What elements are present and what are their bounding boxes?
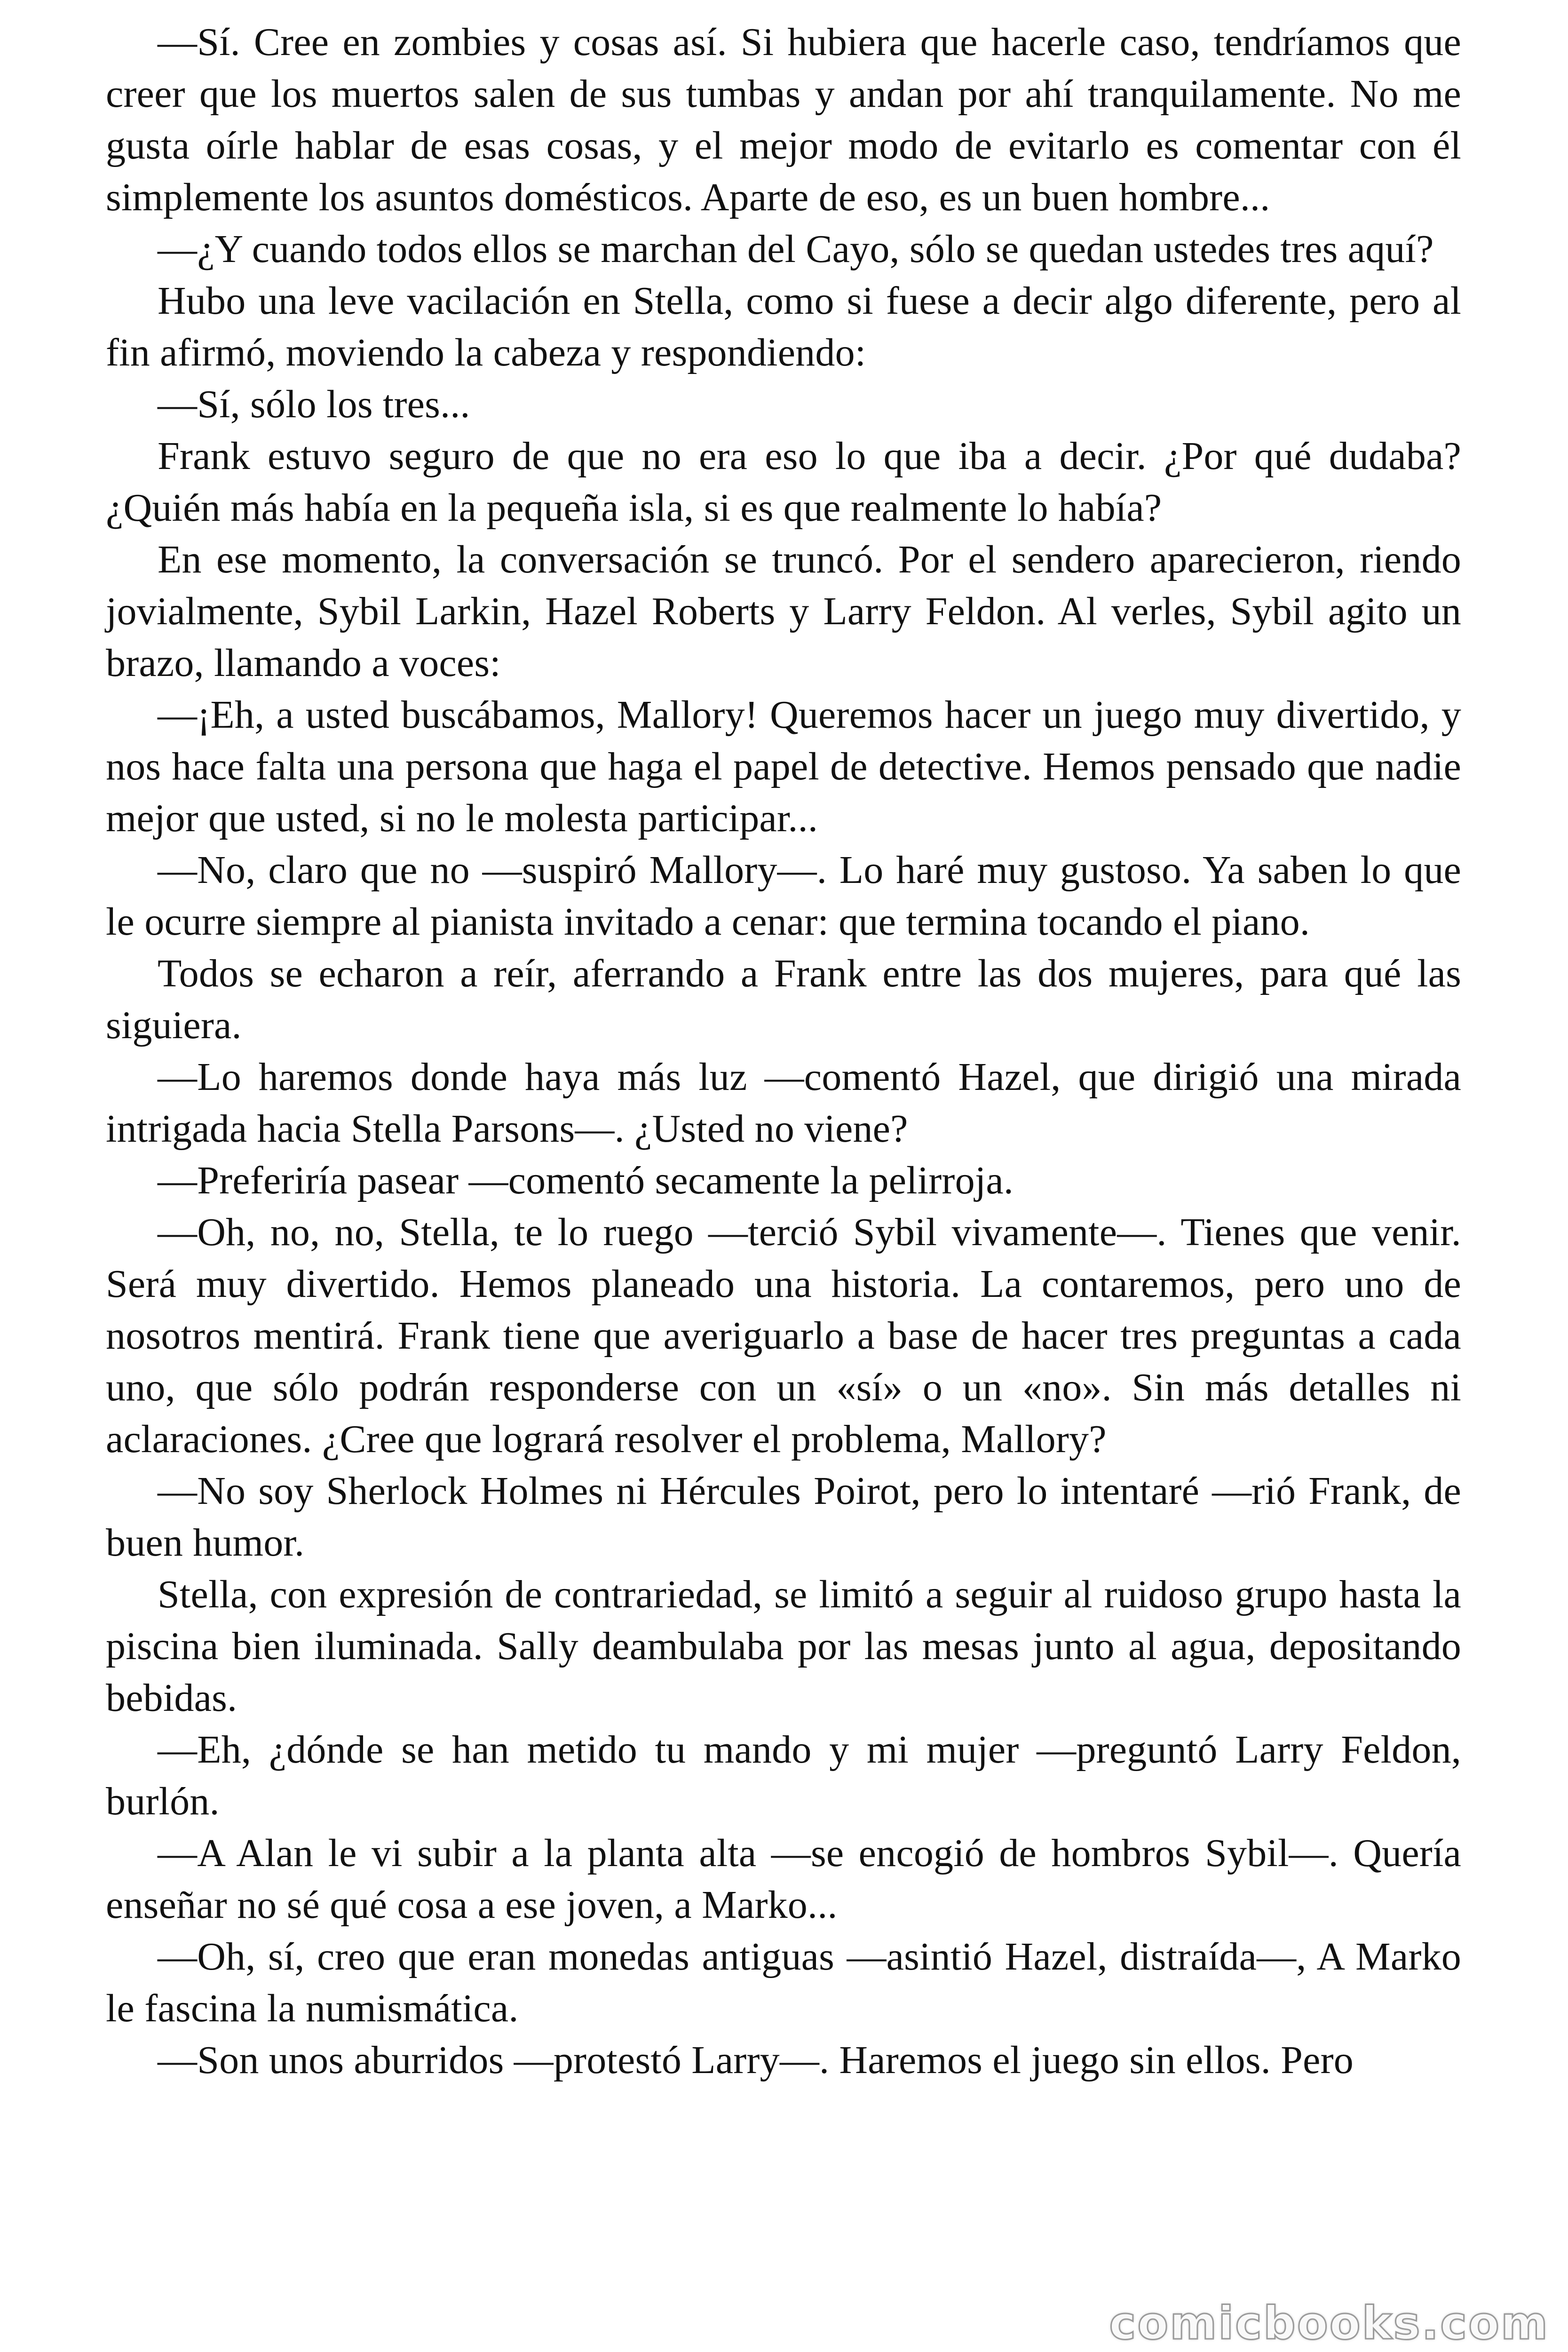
paragraph: —Preferiría pasear —comentó secamente la pelirroja. — [158, 1159, 1014, 1202]
paragraph: —No, claro que no —suspiró Mallory—. Lo haré muy gustoso. Ya saben lo que le ocurre siempre al pianista invitado a cenar: que termina tocando el piano. — [106, 848, 1461, 944]
paragraph: Todos se echaron a reír, aferrando a Frank entre las dos mujeres, para qué las siguiera. — [106, 952, 1461, 1047]
paragraph: —Eh, ¿dónde se han metido tu mando y mi mujer —preguntó Larry Feldon, burlón. — [106, 1728, 1461, 1823]
paragraph: Frank estuvo seguro de que no era eso lo que iba a decir. ¿Por qué dudaba? ¿Quién más había en la pequeña isla, si es que realmente lo había? — [106, 434, 1461, 530]
page-text-column — [106, 16, 1461, 2086]
paragraph: —A Alan le vi subir a la planta alta —se encogió de hombros Sybil—. Quería enseñar no sé qué cosa a ese joven, a Marko... — [106, 1831, 1461, 1927]
paragraph: Stella, con expresión de contrariedad, se limitó a seguir al ruidoso grupo hasta la piscina bien iluminada. Sally deambulaba por las mesas junto al agua, depositando bebidas. — [106, 1573, 1461, 1720]
paragraph: —¿Y cuando todos ellos se marchan del Cayo, sólo se quedan ustedes tres aquí? — [158, 227, 1434, 271]
paragraph: —Oh, no, no, Stella, te lo ruego —terció Sybil vivamente—. Tienes que venir. Será muy divertido. Hemos planeado una historia. La contaremos, pero uno de nosotros mentirá. Frank tiene que averiguarlo a base de hacer tres preguntas a cada uno, que sólo podrán responderse con un «sí» o un «no». Sin más detalles ni aclaraciones. ¿Cree que logrará resolver el problema, Mallory? — [106, 1210, 1461, 1461]
paragraph: —Son unos aburridos —protestó Larry—. Haremos el juego sin ellos. Pero — [158, 2038, 1354, 2082]
paragraph: En ese momento, la conversación se truncó. Por el sendero aparecieron, riendo jovialmente, Sybil Larkin, Hazel Roberts y Larry Feldon. Al verles, Sybil agito un brazo, llamando a voces: — [106, 538, 1461, 685]
paragraph: —Oh, sí, creo que eran monedas antiguas —asintió Hazel, distraída—, A Marko le fascina la numismática. — [106, 1935, 1461, 2030]
paragraph: —Sí, sólo los tres... — [158, 382, 470, 426]
paragraph: Hubo una leve vacilación en Stella, como si fuese a decir algo diferente, pero al fin afirmó, moviendo la cabeza y respondiendo: — [106, 279, 1461, 374]
paragraph: —Sí. Cree en zombies y cosas así. Si hubiera que hacerle caso, tendríamos que creer que los muertos salen de sus tumbas y andan por ahí tranquilamente. No me gusta oírle hablar de esas cosas, y el mejor modo de evitarlo es comentar con él simplemente los asuntos domésticos. Aparte de eso, es un buen hombre... — [106, 20, 1461, 219]
paragraph: —No soy Sherlock Holmes ni Hércules Poirot, pero lo intentaré —rió Frank, de buen humor. — [106, 1469, 1461, 1565]
watermark: comicbooks.com — [1109, 2297, 1549, 2350]
paragraph: —Lo haremos donde haya más luz —comentó Hazel, que dirigió una mirada intrigada hacia Stella Parsons—. ¿Usted no viene? — [106, 1055, 1461, 1151]
paragraph: —¡Eh, a usted buscábamos, Mallory! Queremos hacer un juego muy divertido, y nos hace falta una persona que haga el papel de detective. Hemos pensado que nadie mejor que usted, si no le molesta participar... — [106, 693, 1461, 840]
